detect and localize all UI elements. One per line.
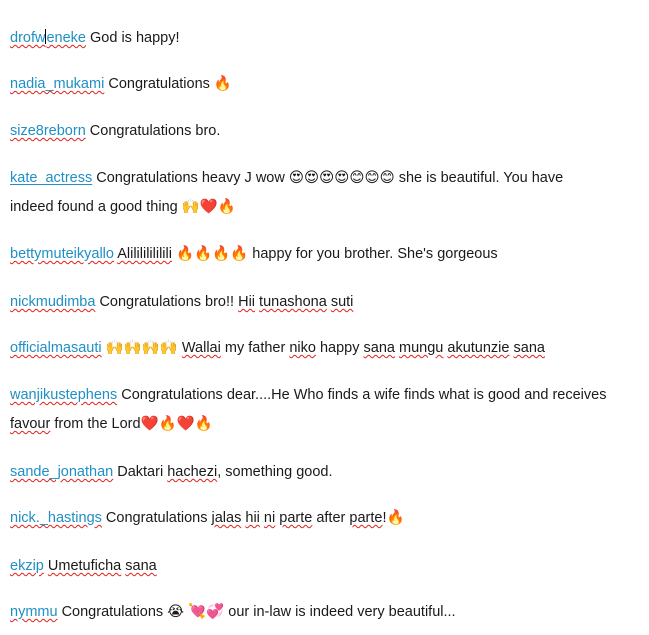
comment-text: 🙌🙌🙌🙌 <box>101 340 182 356</box>
comment-text: tunashona <box>259 294 327 310</box>
comment-text: Alilililililili <box>117 246 172 262</box>
comment-text: favour <box>10 416 51 432</box>
comment-text: Umetuficha <box>47 558 122 574</box>
comment-text: ni <box>263 510 276 526</box>
username-link[interactable]: wanjikustephens <box>10 387 118 403</box>
username-link[interactable]: nickmudimba <box>10 294 96 310</box>
comment-text: niko <box>289 340 316 356</box>
comment-text: Congratulations heavy J wow 😍😍😍😍😊😊😊 she is beautiful. You have indeed found a good thing 🙌❤️🔥 <box>10 170 564 215</box>
comment-text: hachezi <box>167 464 218 480</box>
comment-item <box>10 552 610 581</box>
comment-text: my father <box>220 340 290 356</box>
comment-text: sana <box>125 558 157 574</box>
username-link[interactable]: nick._hastings <box>10 510 102 526</box>
comment-item <box>10 288 610 317</box>
username-link[interactable]: officialmasauti <box>10 340 102 356</box>
comment-text: jalas <box>211 510 242 526</box>
comment-text: suti <box>330 294 354 310</box>
comment-text: !🔥 <box>382 510 405 526</box>
comment-text: 🔥🔥🔥🔥 happy for you brother. She's gorgeous <box>171 246 498 262</box>
comment-text: hii <box>245 510 260 526</box>
comment-text: Congratulations dear....He Who finds a wife finds what is good and receives <box>117 387 607 403</box>
comment-text: from the Lord❤️🔥❤️🔥 <box>50 416 213 432</box>
comment-text: Congratulations <box>101 510 212 526</box>
comment-text: Wallai <box>181 340 221 356</box>
username-link[interactable]: size8reborn <box>10 123 86 139</box>
comment-text: parte <box>279 510 313 526</box>
comment-text: Congratulations 😭 💘💞 our in-law is indeed very beautiful... <box>57 604 456 620</box>
comment-item <box>10 24 610 53</box>
comment-text: mungu <box>399 340 444 356</box>
comment-item <box>10 334 610 363</box>
comment-text: sana <box>513 340 545 356</box>
comment-item <box>10 598 610 627</box>
comment-item <box>10 240 610 269</box>
comment-text: Congratulations bro. <box>85 123 221 139</box>
username-link[interactable]: bettymuteikyallo <box>10 246 114 262</box>
username-link[interactable]: nymmu <box>10 604 58 620</box>
comment-text: Daktari <box>113 464 168 480</box>
comment-text: sana <box>363 340 395 356</box>
username-link[interactable]: drofweneke <box>10 30 86 46</box>
comment-text: after <box>312 510 350 526</box>
username-link[interactable]: ekzip <box>10 558 44 574</box>
comment-item <box>10 164 610 222</box>
comment-item <box>10 458 610 487</box>
comment-text: Congratulations bro!! <box>95 294 239 310</box>
comment-text: akutunzie <box>447 340 510 356</box>
comment-item <box>10 117 610 146</box>
comment-text: happy <box>315 340 364 356</box>
comment-item <box>10 70 610 99</box>
username-link[interactable]: nadia_mukami <box>10 76 105 92</box>
comment-text: God is happy! <box>85 30 180 46</box>
comment-text: parte <box>349 510 383 526</box>
username-link[interactable]: kate_actress <box>10 170 93 186</box>
comment-text: Hii <box>238 294 256 310</box>
comment-item <box>10 504 610 533</box>
username-link[interactable]: sande_jonathan <box>10 464 114 480</box>
comment-text: Congratulations 🔥 <box>104 76 232 92</box>
comment-text: , something good. <box>217 464 333 480</box>
comment-item <box>10 381 610 439</box>
